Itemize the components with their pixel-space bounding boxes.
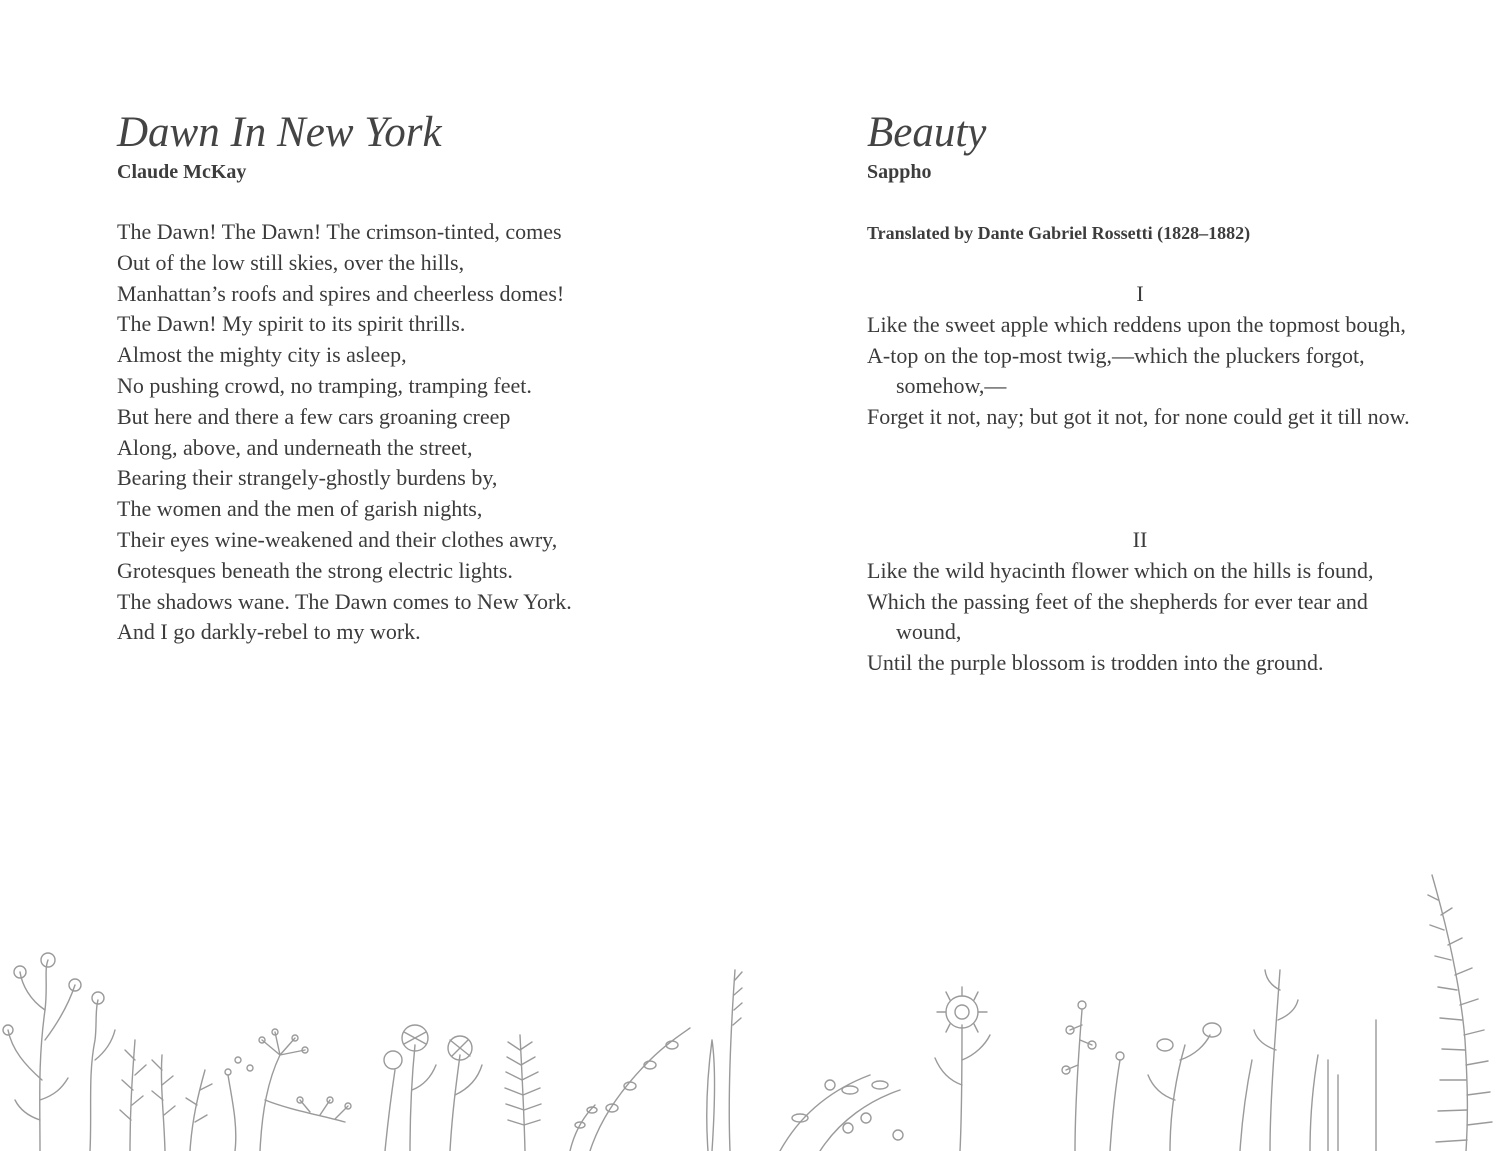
wildflower-cluster-illustration xyxy=(384,1025,482,1151)
verse-line: And I go darkly-rebel to my work. xyxy=(117,619,421,645)
umbel-flower-illustration xyxy=(225,1029,351,1151)
flower-stem-illustration xyxy=(3,953,115,1151)
stanza xyxy=(867,525,1413,679)
verse-line: Bearing their strangely-ghostly burdens by, xyxy=(117,465,498,491)
verse-line: Manhattan’s roofs and spires and cheerless domes! xyxy=(117,280,565,306)
verse-line: But here and there a few cars groaning creep xyxy=(117,403,511,429)
verse-line: The women and the men of garish nights, xyxy=(117,496,483,522)
poem-title: Dawn In New York xyxy=(117,109,442,156)
stanza-numeral: I xyxy=(1136,281,1144,306)
stanza-numeral: II xyxy=(1132,527,1148,552)
stanza xyxy=(867,279,1413,433)
stanza-lines xyxy=(867,556,1413,679)
verse-line: The Dawn! The Dawn! The crimson-tinted, comes xyxy=(117,219,562,244)
verse-line: Almost the mighty city is asleep, xyxy=(117,342,407,368)
berry-bush-illustration xyxy=(780,1075,903,1151)
stanza-lines xyxy=(867,310,1413,433)
daisy-illustration xyxy=(935,987,990,1151)
wildflower-border-illustration xyxy=(0,860,1500,1151)
grass-illustration xyxy=(120,1040,212,1151)
verse-line: No pushing crowd, no tramping, tramping feet. xyxy=(117,372,532,398)
translator-credit: Translated by Dante Gabriel Rossetti (1828–1882) xyxy=(867,223,1251,243)
verse-line: Like the wild hyacinth flower which on the hills is found, xyxy=(867,557,1374,583)
poem-author: Sappho xyxy=(867,161,932,183)
poem-title: Beauty xyxy=(867,109,987,156)
verse-line: Like the sweet apple which reddens upon the topmost bough, xyxy=(867,311,1406,337)
poem-author: Claude McKay xyxy=(117,161,247,183)
verse-line: Forget it not, nay; but got it not, for none could get it till now. xyxy=(867,404,1410,430)
budding-stem-illustration xyxy=(1062,1001,1124,1151)
verse-line: Until the purple blossom is trodden into the ground. xyxy=(867,650,1324,676)
fern-illustration xyxy=(505,1035,541,1151)
verse-line: Their eyes wine-weakened and their clothes awry, xyxy=(117,526,558,552)
sweet-pea-illustration xyxy=(1148,1023,1221,1151)
bellflower-illustration xyxy=(1240,970,1376,1151)
verse-line: The Dawn! My spirit to its spirit thrills. xyxy=(117,311,466,337)
verse-line: Out of the low still skies, over the hills, xyxy=(117,249,465,275)
verse-line: Which the passing feet of the shepherds for ever tear and wound, xyxy=(867,588,1368,645)
verse-line: The shadows wane. The Dawn comes to New York. xyxy=(117,588,572,614)
leafy-vine-illustration xyxy=(570,1028,690,1151)
verse-line: Along, above, and underneath the street, xyxy=(117,434,473,460)
poem-body xyxy=(117,217,572,648)
large-fern-illustration xyxy=(1428,875,1492,1151)
botanical-drawing xyxy=(0,860,1500,1151)
grass-spike-illustration xyxy=(707,970,742,1151)
verse-line: A-top on the top-most twig,—which the pluckers forgot, somehow,— xyxy=(867,342,1365,399)
verse-line: Grotesques beneath the strong electric lights. xyxy=(117,557,513,583)
